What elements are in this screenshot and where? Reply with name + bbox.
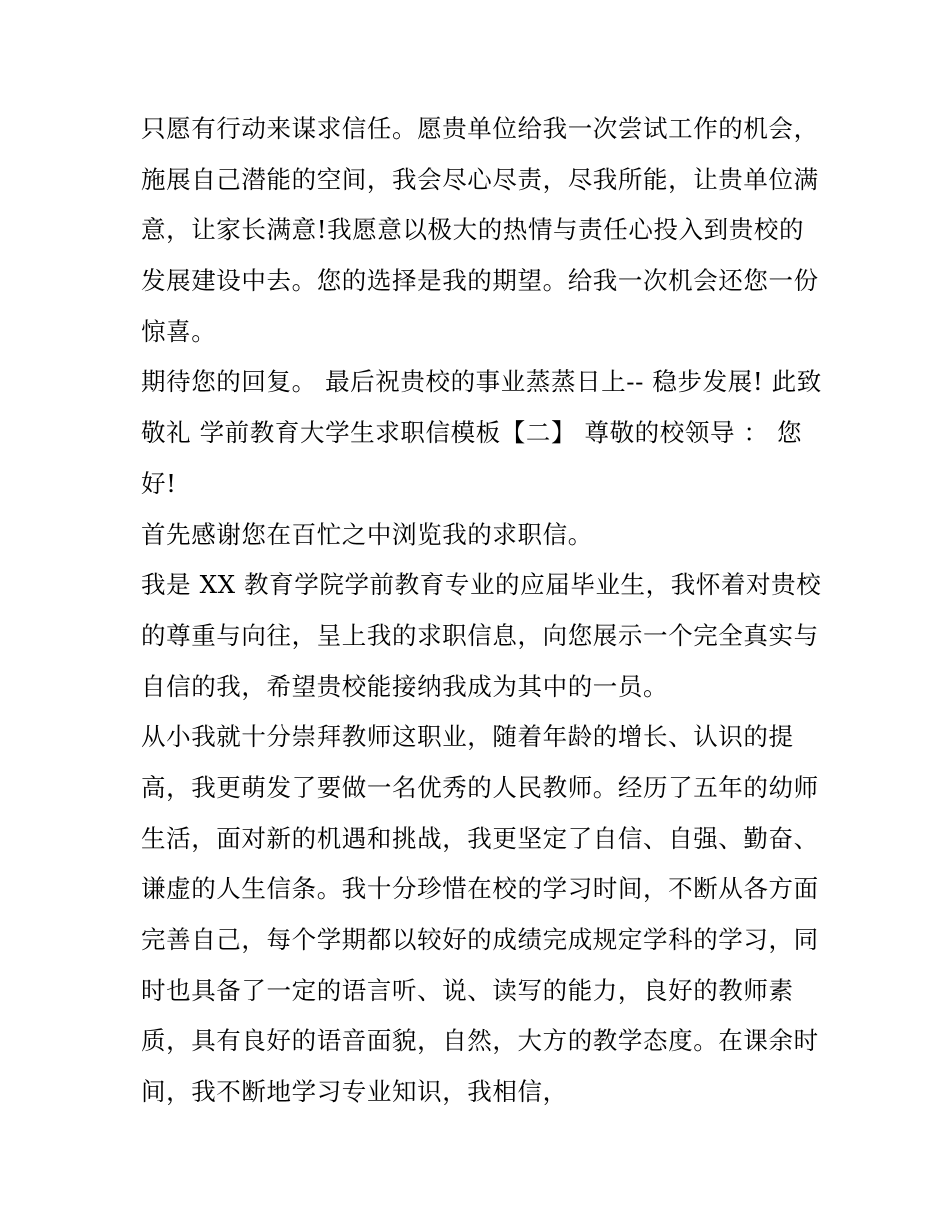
text-line: 发展建设中去。您的选择是我的期望。给我一次机会还您一份 [141,266,819,296]
text-line: 质，具有良好的语音面貌，自然，大方的教学态度。在课余时 [141,1026,819,1056]
text-line: 完善自己，每个学期都以较好的成绩完成规定学科的学习，同 [141,925,819,954]
text-line: 谦虚的人生信条。我十分珍惜在校的学习时间，不断从各方面 [141,874,819,904]
text-line: 期待您的回复。 最后祝贵校的事业蒸蒸日上-- 稳步发展! 此致 [141,367,822,397]
text-line: 首先感谢您在百忙之中浏览我的求职信。 [141,519,593,549]
text-line: 间，我不断地学习专业知识，我相信， [141,1077,568,1107]
text-line: 高，我更萌发了要做一名优秀的人民教师。经历了五年的幼师 [141,772,819,802]
text-line: 好! [141,468,177,498]
text-line: 施展自己潜能的空间，我会尽心尽责，尽我所能，让贵单位满 [141,164,819,194]
text-line: 惊喜。 [141,316,217,346]
text-line: 的尊重与向往，呈上我的求职信息，向您展示一个完全真实与 [141,620,819,650]
text-line: 只愿有行动来谋求信任。愿贵单位给我一次尝试工作的机会， [141,114,819,143]
text-line: 生活，面对新的机遇和挑战，我更坚定了自信、自强、勤奋、 [141,823,819,853]
text-line: 我是 XX 教育学院学前教育专业的应届毕业生，我怀着对贵校 [141,570,822,600]
text-line: 敬礼 学前教育大学生求职信模板【二】 尊敬的校领导 ： 您 [141,418,803,448]
text-line: 自信的我，希望贵校能接纳我成为其中的一员。 [141,671,669,701]
document-body [141,104,831,1118]
text-line: 意，让家长满意!我愿意以极大的热情与责任心投入到贵校的 [141,215,805,245]
text-line: 时也具备了一定的语言听、说、读写的能力，良好的教师素 [141,975,794,1005]
text-line: 从小我就十分崇拜教师这职业，随着年龄的增长、认识的提 [141,722,794,752]
